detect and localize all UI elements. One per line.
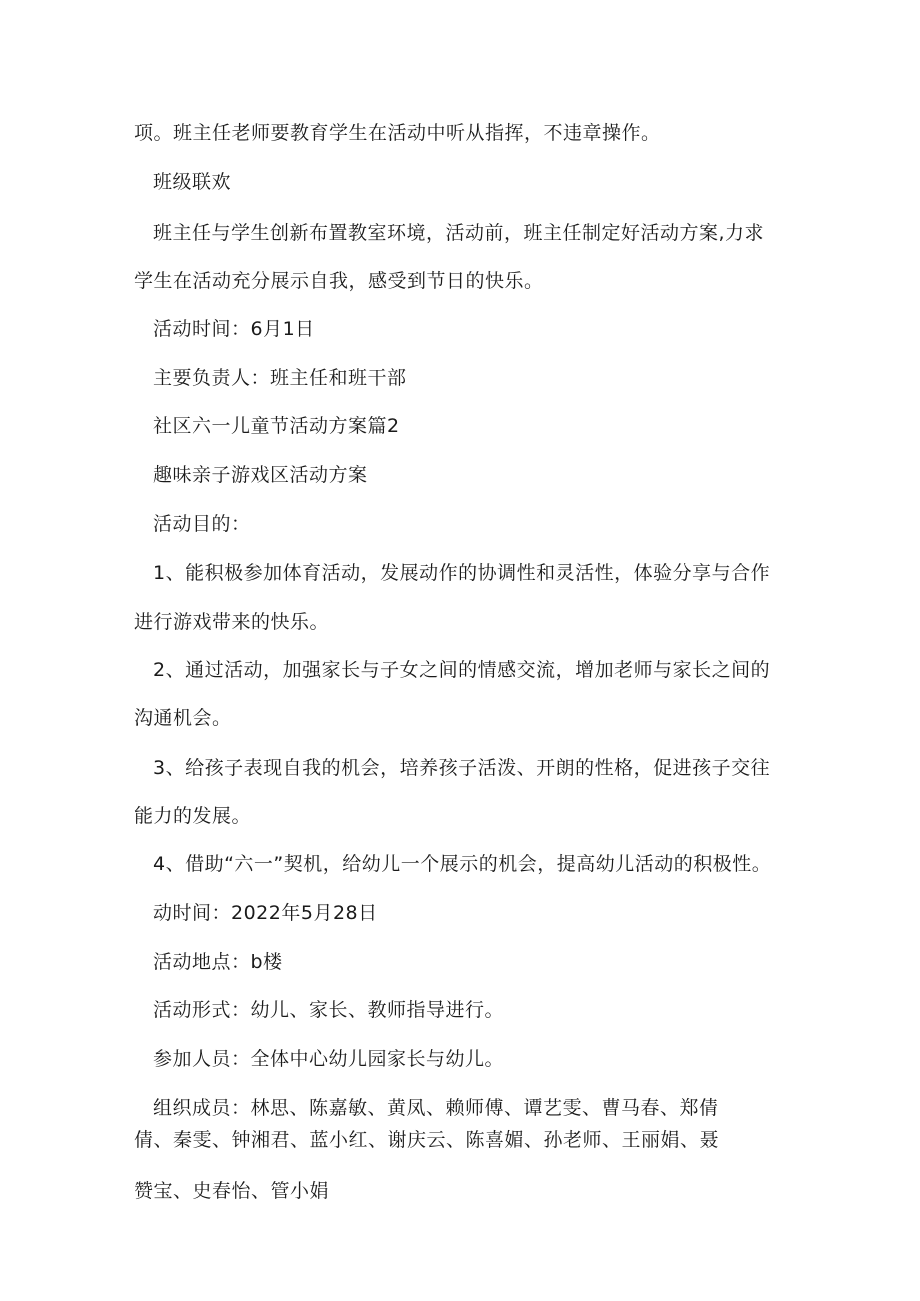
purpose-item-4: 4、借助“六一”契机，给幼儿一个展示的机会，提高幼儿活动的积极性。 xyxy=(153,853,772,875)
activity-location-line: 活动地点：b楼 xyxy=(153,951,283,973)
text-line-4: 学生在活动充分展示自我，感受到节日的快乐。 xyxy=(134,270,544,292)
purpose-item-3-cont: 能力的发展。 xyxy=(134,805,252,827)
activity-date-line: 动时间：2022年5月28日 xyxy=(153,902,378,924)
purpose-item-1: 1、能积极参加体育活动，发展动作的协调性和灵活性，体验分享与合作 xyxy=(153,562,771,584)
responsible-person-line: 主要负责人：班主任和班干部 xyxy=(153,367,407,389)
organizers-line-3: 赞宝、史春怡、管小娟 xyxy=(134,1180,330,1202)
section-heading-plan-2: 社区六一儿童节活动方案篇2 xyxy=(153,415,400,437)
text-line-1: 项。班主任老师要教育学生在活动中听从指挥，不违章操作。 xyxy=(134,122,661,144)
organizers-line-2: 倩、秦雯、钟湘君、蓝小红、谢庆云、陈喜媚、孙老师、王丽娟、聂 xyxy=(134,1129,720,1151)
purpose-item-3: 3、给孩子表现自我的机会，培养孩子活泼、开朗的性格，促进孩子交往 xyxy=(153,757,771,779)
section-heading-class-party: 班级联欢 xyxy=(153,171,232,193)
participants-line: 参加人员：全体中心幼儿园家长与幼儿。 xyxy=(153,1048,505,1070)
organizers-line-1: 组织成员：林思、陈嘉敏、黄凤、赖师傅、谭艺雯、曹马春、郑倩 xyxy=(153,1097,719,1119)
section-heading-game-area: 趣味亲子游戏区活动方案 xyxy=(153,464,368,486)
purpose-item-1-cont: 进行游戏带来的快乐。 xyxy=(134,611,330,633)
activity-purpose-heading: 活动目的： xyxy=(153,513,251,535)
text-line-3: 班主任与学生创新布置教室环境，活动前，班主任制定好活动方案,力求 xyxy=(153,222,765,244)
purpose-item-2: 2、通过活动，加强家长与子女之间的情感交流，增加老师与家长之间的 xyxy=(153,659,771,681)
purpose-item-2-cont: 沟通机会。 xyxy=(134,707,232,729)
activity-time-line: 活动时间：6月1日 xyxy=(153,318,315,340)
activity-format-line: 活动形式：幼儿、家长、教师指导进行。 xyxy=(153,999,505,1021)
